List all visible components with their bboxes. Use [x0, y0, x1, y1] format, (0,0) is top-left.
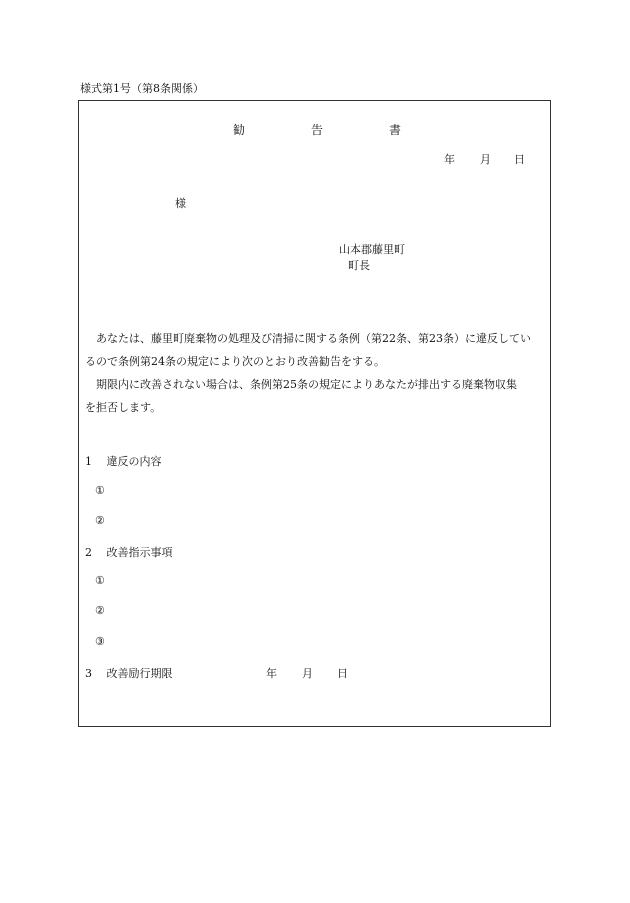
form-number-label: 様式第1号（第8条関係）	[80, 82, 204, 95]
section-violation	[85, 453, 162, 469]
date-year: 年	[444, 153, 455, 166]
notice-paragraph-2	[85, 373, 547, 419]
section-improvement-instructions	[85, 544, 173, 560]
section-number: 1	[85, 455, 92, 468]
date-day: 日	[514, 153, 525, 166]
notice-paragraph-1	[85, 327, 547, 373]
title-char-3: 書	[389, 123, 402, 137]
deadline-month: 月	[302, 667, 313, 680]
section-label: 改善励行期限	[106, 667, 173, 680]
instruction-item-3: ③	[95, 635, 105, 648]
deadline-year: 年	[266, 667, 277, 680]
addressee-suffix: 様	[175, 197, 186, 210]
deadline-day: 日	[337, 667, 348, 680]
section-number: 2	[85, 546, 92, 559]
section-number: 3	[85, 667, 92, 680]
paragraph-1-line-1: あなたは、藤里町廃棄物の処理及び清掃に関する条例（第22条、第23条）に違反してい	[96, 332, 531, 345]
title-char-1: 勧	[233, 123, 246, 137]
paragraph-1-line-2: るので条例第24条の規定により次のとおり改善勧告をする。	[85, 355, 385, 368]
date-month: 月	[480, 153, 491, 166]
instruction-item-2: ②	[95, 604, 105, 617]
paragraph-2-line-2: を拒否します。	[85, 401, 162, 414]
section-deadline	[85, 665, 173, 681]
notice-frame	[78, 100, 551, 727]
title-char-2: 告	[311, 123, 324, 137]
issuer-town: 山本郡藤里町	[339, 243, 405, 256]
section-label: 改善指示事項	[106, 546, 173, 559]
violation-item-1: ①	[95, 484, 105, 497]
section-label: 違反の内容	[106, 455, 162, 468]
issuer-title: 町長	[348, 259, 370, 272]
paragraph-2-line-1: 期限内に改善されない場合は、条例第25条の規定によりあなたが排出する廃棄物収集	[96, 378, 517, 391]
instruction-item-1: ①	[95, 574, 105, 587]
violation-item-2: ②	[95, 514, 105, 527]
